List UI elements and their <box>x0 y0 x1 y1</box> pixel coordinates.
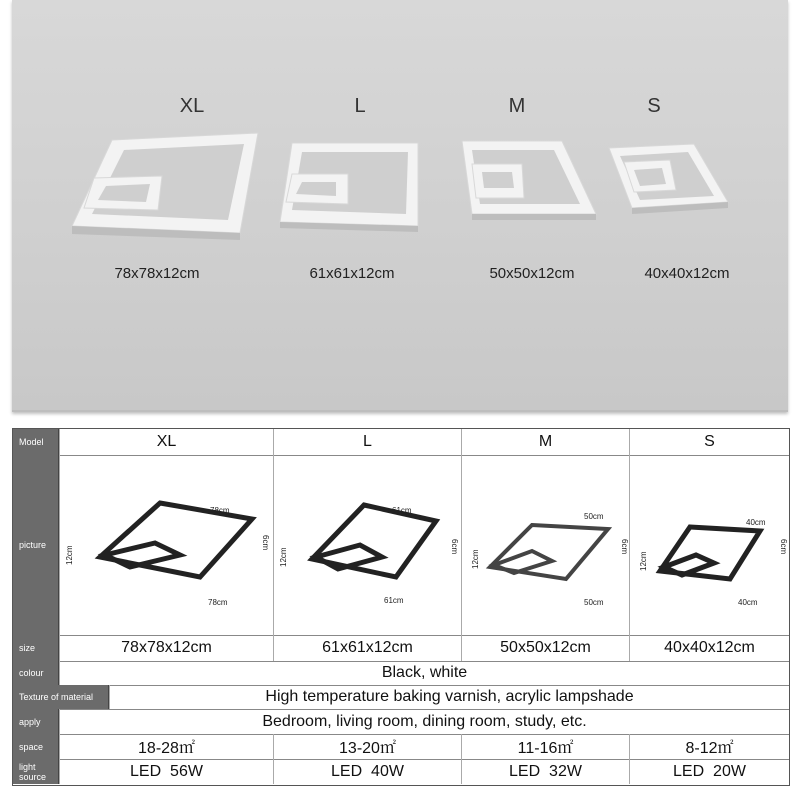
diagram-l-side-top: 61cm <box>392 506 412 515</box>
size-label-s: S <box>647 95 661 117</box>
diagram-m <box>461 455 629 635</box>
size-label-l: L <box>354 95 366 117</box>
row-label-colour: colour <box>13 661 59 685</box>
spec-table <box>12 428 790 786</box>
diagram-m-side-top: 50cm <box>584 512 604 521</box>
diagram-xl-depth: 6cm <box>261 535 270 551</box>
row-picture <box>13 455 789 636</box>
size-label-xl: XL <box>179 95 205 117</box>
diagram-s <box>629 455 789 635</box>
row-label-model: Model <box>13 429 59 455</box>
diagram-m-side-bottom: 50cm <box>584 598 604 607</box>
row-label-apply: apply <box>13 709 59 734</box>
diagram-l-depth: 6cm <box>450 539 459 555</box>
diagram-xl <box>59 455 273 635</box>
diagram-xl-side-top: 78cm <box>210 506 230 515</box>
size-l: 61x61x12cm <box>273 635 461 661</box>
model-xl: XL <box>59 429 273 455</box>
diagram-l <box>273 455 461 635</box>
diagram-l-side-bottom: 61cm <box>384 596 404 605</box>
diagram-m-depth: 6cm <box>620 539 629 555</box>
diagram-s-side-bottom: 40cm <box>738 598 758 607</box>
row-label-light: light source <box>13 759 59 784</box>
lamp-s-image <box>604 140 734 220</box>
dims-xl: 78x78x12cm <box>114 265 200 282</box>
light-xl: LED 56W <box>59 759 273 784</box>
row-apply <box>13 709 789 735</box>
space-l: 13-20㎡ <box>273 734 461 759</box>
lamp-m-image <box>452 136 602 226</box>
row-texture <box>13 685 789 710</box>
diagram-s-side-top: 40cm <box>746 518 766 527</box>
dims-m: 50x50x12cm <box>489 265 575 282</box>
space-m: 11-16㎡ <box>461 734 629 759</box>
dims-s: 40x40x12cm <box>644 265 730 282</box>
size-m: 50x50x12cm <box>461 635 629 661</box>
row-label-picture: picture <box>13 455 59 635</box>
light-s: LED 20W <box>629 759 789 784</box>
space-s: 8-12㎡ <box>629 734 789 759</box>
row-model <box>13 429 789 456</box>
size-s: 40x40x12cm <box>629 635 789 661</box>
diagram-xl-height: 12cm <box>65 545 74 565</box>
colour-value: Black, white <box>59 661 789 685</box>
lamp-l-image <box>270 138 435 233</box>
diagram-m-height: 12cm <box>471 549 480 569</box>
row-space <box>13 734 789 760</box>
light-l: LED 40W <box>273 759 461 784</box>
diagram-s-depth: 6cm <box>779 539 788 555</box>
row-light-source <box>13 759 789 784</box>
dims-l: 61x61x12cm <box>309 265 395 282</box>
row-size <box>13 635 789 662</box>
diagram-s-height: 12cm <box>639 551 648 571</box>
diagram-xl-side-bottom: 78cm <box>208 598 228 607</box>
texture-value: High temperature baking varnish, acrylic lampshade <box>109 685 789 709</box>
product-showcase <box>12 0 788 412</box>
row-label-size: size <box>13 635 59 661</box>
row-label-space: space <box>13 734 59 759</box>
diagram-l-height: 12cm <box>279 547 288 567</box>
model-s: S <box>629 429 789 455</box>
row-label-texture: Texture of material <box>13 685 109 709</box>
size-label-m: M <box>508 95 526 117</box>
lamp-xl-image <box>62 128 272 243</box>
apply-value: Bedroom, living room, dining room, study, etc. <box>59 709 789 734</box>
size-xl: 78x78x12cm <box>59 635 273 661</box>
row-colour <box>13 661 789 686</box>
light-m: LED 32W <box>461 759 629 784</box>
model-m: M <box>461 429 629 455</box>
space-xl: 18-28㎡ <box>59 734 273 759</box>
model-l: L <box>273 429 461 455</box>
